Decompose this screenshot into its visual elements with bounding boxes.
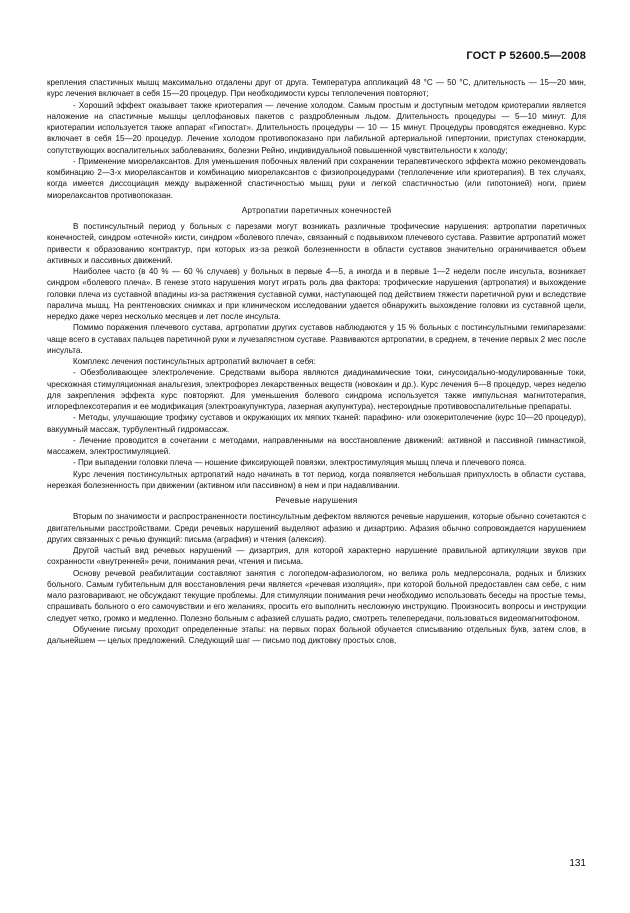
paragraph: - Обезболивающее электролечение. Средствами выбора являются диадинамические токи, синусоидально-модулированные токи, чрескожная стимуляционная анальгезия, электрофорез лекарственных веществ (новокаин и др.). Курс лечения 6—8 процедур, через неделю для закрепления эффекта курс повторяют. Для уменьшения болевого синдрома используется также импульсная магнитотерапия, иглорефлексотерапия и ее модификация (электроакупунктура, лазерная акупунктура), нестероидные противовоспалительные препараты. (47, 368, 586, 411)
paragraph: В постинсультный период у больных с парезами могут возникать различные трофические нарушения: артропатии паретичных конечностей, синдром «отечной» кисти, синдром «болевого плеча», связанный с подвывихом плечевого сустава. Развитие артропатий может привести к образованию контрактур, при которых из-за резкой болезненности в области суставов значительно ограничивается объем активных и пассивных движений. (47, 222, 586, 265)
section-heading: Речевые нарушения (275, 495, 358, 505)
paragraph: крепления спастичных мышц максимально отдалены друг от друга. Температура аппликаций 48 °С — 50 °С, длительность — 15—20 мин, курс лечения включает в себя 15—20 процедур. При необходимости курсы теплолечения повторяют; (47, 78, 586, 99)
paragraph: Вторым по значимости и распространенности постинсультным дефектом являются речевые нарушения, которые обычно сочетаются с двигательными расстройствами. Среди речевых нарушений выделяют афазию и дизартрию. Афазия обычно сопровождается нарушением других связанных с речью функций: письма (аграфия) и чтения (алексия). (47, 512, 586, 544)
paragraph: - Применение миорелаксантов. Для уменьшения побочных явлений при сохранении терапевтического эффекта можно рекомендовать комбинацию 2—3-х миорелаксантов и комбинацию миорелаксантов с физиопроцедурами (теплолечение или криотерапия). В тех случаях, когда имеется диссоциация между выраженной спастичностью мышц руки и легкой спастичностью (или гипотонией) ноги, прием миорелаксантов противопоказан. (47, 156, 586, 200)
paragraph: Помимо поражения плечевого сустава, артропатии других суставов наблюдаются у 15 % больных с постинсультными гемипарезами: чаще всего в суставах пальцев паретичной руки и лучезапястном суставе. Развиваются артропатии, в среднем, в течение первых 2 мес после инсульта. (47, 323, 586, 355)
paragraph: Другой частый вид речевых нарушений — дизартрия, для которой характерно нарушение правильной артикуляции звуков при сохранности «внутренней» речи, понимания речи, чтения и письма. (47, 546, 586, 567)
paragraph: - При выпадении головки плеча — ношение фиксирующей повязки, электростимуляция мышц плеча и плечевого пояса. (73, 458, 527, 468)
paragraph: Обучение письму проходит определенные этапы: на первых порах больной обучается списыванию отдельных букв, затем слов, в дальнейшем — целых предложений. Следующий шаг — письмо под диктовку простых слов, (47, 624, 586, 645)
paragraph: Наиболее часто (в 40 % — 60 % случаев) у больных в первые 4—5, а иногда и в первые 1—2 недели после инсульта, возникает синдром «болевого плеча». В генезе этого нарушения могут играть роль два фактора: трофические нарушения (артропатия) и выхождение головки плеча из суставной впадины из-за растяжения суставной сумки, наступающей под действием тяжести паретичной руки и вследствие паралича мышц. На рентгеновских снимках и при клиническом исследовании удается обнаружить выхождение головки из суставной щели, нередко даже через несколько месяцев и лет после инсульта. (47, 267, 586, 321)
paragraph: Курс лечения постинсультных артропатий надо начинать в тот период, когда появляется небольшая припухлость в области сустава, нерезкая болезненность при движении (активном или пассивном) в нем и при надавливании. (47, 469, 586, 490)
paragraph: Основу речевой реабилитации составляют занятия с логопедом-афазиологом, но велика роль медперсонала, родных и близких больного. Самым губительным для восстановления речи является «речевая изоляция», при которой больной предоставлен сам себе, с ним мало разговаривают, не обсуждают текущие проблемы. Для стимуляции понимания речи необходимо использовать беседы на простые темы, спрашивать больного о его самочувствии и его желаниях, просить его выполнить несложную инструкцию. Произносить вопросы и инструкции следует четко, громко и медленно. Полезно больным с афазией слушать радио, смотреть телепередачи, пользоваться видеомагнитофоном. (47, 568, 586, 623)
section-heading: Артропатии паретичных конечностей (241, 204, 392, 215)
paragraph: - Методы, улучшающие трофику суставов и окружающих их мягких тканей: парафино- или озокеритолечение (курс 10—20 процедур), вакуумный массаж, турбулентный гидромассаж. (47, 413, 586, 434)
page-number: 131 (569, 858, 586, 869)
paragraph: Комплекс лечения постинсультных артропатий включает в себя: (73, 357, 316, 366)
standard-header: ГОСТ Р 52600.5—2008 (466, 50, 586, 62)
document-body (47, 77, 586, 646)
paragraph: - Лечение проводится в сочетании с методами, направленными на восстановление движений: активной и пассивной гимнастикой, массажем, электростимуляцией. (47, 435, 586, 456)
paragraph: - Хороший эффект оказывает также криотерапия — лечение холодом. Самым простым и доступным методом криотерапии является наложение на спастичные мышцы целлофановых пакетов с раздробленным льдом. Длительность процедуры — 5—10 минут. Для криотерапии используется также аппарат «Гипостат». Длительность процедуры — 10 — 15 минут. Процедуры проводятся ежедневно. Курс включает в себя 15—20 процедур. Лечение холодом противопоказано при лабильной артериальной гипертонии, приступах стенокардии, сопутствующих воспалительных заболеваниях, болезни Рейно, индивидуальной повышенной чувствительности к холоду; (47, 100, 586, 155)
